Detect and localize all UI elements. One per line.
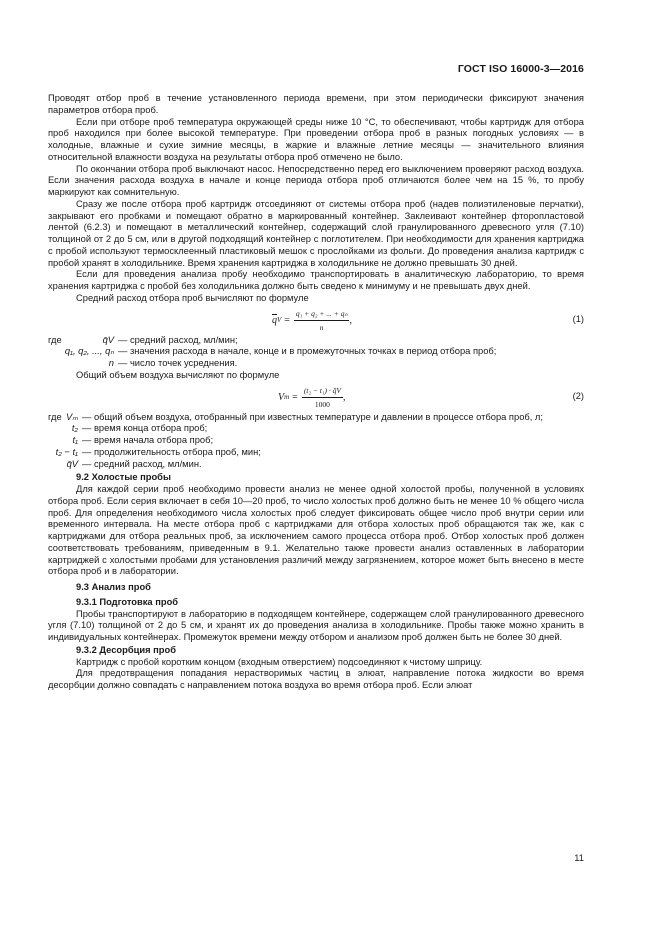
where-text: — число точек усреднения.	[118, 358, 238, 368]
where-lead: где	[48, 411, 62, 422]
where-row	[48, 459, 584, 471]
where-text: — средний расход, мл/мин;	[118, 334, 238, 345]
formula-denominator: n	[319, 323, 324, 333]
paragraph: Проводят отбор проб в течение установленного периода времени, при этом периодически фиксируют значения параметров отбора проб.	[48, 93, 584, 115]
document-page	[48, 0, 584, 936]
paragraph: Пробы транспортируют в лабораторию в подходящем контейнере, содержащем слой гранулированного древесного угля (7.10) толщиной от 2 до 5 см, и хранят их до проведения анализа в холодильнике. Пробы также можно хранить в индивидуальных контейнерах. Промежуток времени между отбором и анализом проб должен быть не более 30 дней.	[48, 608, 584, 642]
formula-denominator: 1000	[314, 400, 330, 410]
where-row	[48, 358, 584, 370]
subsection-heading: 9.3.2 Десорбция проб	[76, 644, 176, 655]
formula-lhs: $\overline{q}$	[272, 314, 277, 326]
where-symbol: t₂ − t₁	[55, 446, 78, 457]
where-symbol: n	[108, 358, 114, 368]
where-lead: где	[48, 334, 62, 345]
where-list-1	[48, 335, 584, 370]
paragraph: Для предотвращения попадания нерастворимых частиц в элюат, направление потока жидкости во время десорбции должно совпадать с направлением потока воздуха во время отбора проб. Если элюат	[48, 668, 584, 690]
where-symbol: t₁	[72, 435, 78, 445]
section-heading: 9.2 Холостые пробы	[76, 472, 171, 483]
where-text: — средний расход, мл/мин.	[82, 458, 202, 469]
document-body	[48, 93, 584, 692]
paragraph: Общий объем воздуха вычисляют по формуле	[76, 369, 280, 380]
paragraph: Для каждой серии проб необходимо провести анализ не менее одной холостой пробы, полученной в условиях отбора проб. Если серия включает в себя 10—20 проб, то число холостых проб должно быть не менее 10 % общего числа проб. Для определения необходимого числа холостых проб следует фиксировать общее число проб внутри серии или временного интервала. На месте отбора проб с картриджами для отбора холостых проб обращаются так же, как с картриджами для отбора реальных проб, за исключением самого процесса отбора проб. Отбор холостых проб должен соответствовать требованиям, приведенным в 9.1. Желательно также провести анализ оставленных в лаборатории картриджей с холостыми пробами для установления различий между загрязнением, которое может быть внесено в месте отбора проб и в лаборатории.	[48, 484, 584, 577]
subsection-heading: 9.3.1 Подготовка проб	[76, 596, 179, 607]
paragraph: Сразу же после отбора проб картридж отсоединяют от системы отбора проб (надев полиэтиленовые перчатки), закрывают его пробками и помещают обратно в маркированный контейнер. Заклеивают контейнер фторопластовой лентой (6.2.3) и помещают в металлический контейнер, содержащий слой гранулированного древесного угля (7.10) толщиной от 2 до 5 см, или в другой подходящий контейнер с поглотителем. При необходимости для хранения картриджа с пробой используют термосклеенный пластиковый мешок с прослойками из фольги. До проведения анализа картридж с пробой хранят в холодильнике. Время хранения картриджа в холодильнике не должно превышать 30 дней.	[48, 198, 584, 268]
formula-1: $\overline{q}$ V = $\frac{\text{q₁ + q₂ + ... + qₙ}}{n}$ , (1)	[272, 308, 584, 333]
where-list-2	[48, 412, 584, 471]
formula-number: (2)	[572, 390, 584, 401]
where-row	[48, 447, 584, 459]
paragraph: Если для проведения анализа пробу необходимо транспортировать в аналитическую лабораторию, то время хранения картриджа с пробой без холодильника должно быть сведено к минимуму и не превышать двух дней.	[48, 269, 584, 291]
document-id: ГОСТ ISO 16000-3—2016	[457, 63, 584, 75]
formula-lhs: V	[278, 391, 285, 403]
where-row	[48, 435, 584, 447]
where-symbol: q₁, q₂, ..., qₙ	[64, 346, 114, 357]
where-symbol: q̄V	[102, 334, 114, 345]
formula-number: (1)	[572, 313, 584, 324]
section-heading: 9.3 Анализ проб	[76, 582, 151, 592]
where-text: — продолжительность отбора проб, мин;	[82, 446, 261, 457]
paragraph: По окончании отбора проб выключают насос. Непосредственно перед его выключением проверяют расход воздуха. Если значения расхода воздуха в начале и конце периода отбора проб отличаются более чем на 15 %, то пробу маркируют как сомнительную.	[48, 163, 584, 197]
where-text: — значения расхода в начале, конце и в промежуточных точках в период отбора проб;	[118, 346, 497, 357]
formula-lhs-sub: m	[284, 392, 290, 401]
formula-numerator: q₁ + q₂ + ... + qₙ	[294, 308, 350, 322]
paragraph: Если при отборе проб температура окружающей среды ниже 10 °С, то обеспечивают, чтобы картридж для отбора проб находился при более высокой температуре. При проведении отбора проб в разных погодных условиях — в холодные, влажные и сухие зимние месяцы, в жаркие и влажные летние месяцы — значительного влияния относительной влажности воздуха на результаты отбора проб отмечено не было.	[48, 116, 584, 162]
where-row	[48, 412, 584, 424]
paragraph: Картридж с пробой коротким концом (входным отверстием) подсоединяют к чистому шприцу.	[76, 656, 483, 667]
where-row	[48, 335, 584, 347]
where-row	[48, 346, 584, 358]
where-row	[48, 423, 584, 435]
page-number: 11	[574, 853, 584, 863]
where-text: — время конца отбора проб;	[82, 423, 208, 434]
formula-lhs-sub: V	[277, 315, 282, 324]
where-symbol: q̄V	[66, 458, 78, 469]
where-text: — время начала отбора проб;	[82, 435, 214, 445]
formula-numerator: (t₂ − t₁) · q̄V	[302, 385, 343, 399]
where-symbol: Vₘ	[65, 411, 78, 422]
where-text: — общий объем воздуха, отобранный при известных температуре и давлении в процессе отбора проб, л;	[82, 411, 543, 422]
formula-2: V m = $\frac{\text{(t₂ − t₁) · q̄V}}{1000}$ , (2)	[278, 385, 584, 410]
where-symbol: t₂	[71, 423, 78, 434]
paragraph: Средний расход отбора проб вычисляют по формуле	[76, 292, 309, 303]
